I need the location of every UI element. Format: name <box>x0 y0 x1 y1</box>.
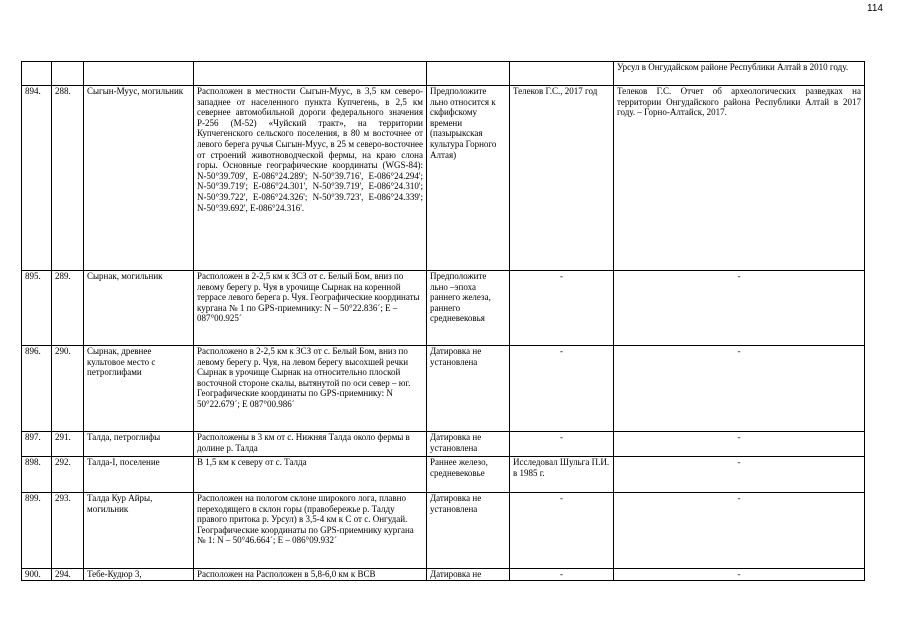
location-description: Расположен в 2-2,5 км к ЗСЗ от с. Белый Бом, вниз по левому берегу р. Чуя в урочище Сырнак на коренной террасе левого берега р. Чуя. Географические координаты кургана № 1 по GPS-приемнику: N – 50°22.836´; E – 087°00.925´ <box>194 271 427 346</box>
monument-name: Талда Кур Айры, могильник <box>84 493 194 569</box>
dating: Датировка не установлена <box>427 346 510 432</box>
row-number: 896. <box>22 346 52 432</box>
source-cell: - <box>614 271 865 346</box>
table-row <box>22 86 865 271</box>
source-cell: - <box>614 346 865 432</box>
source-cell: Урсул в Онгудайском районе Республики Алтай в 2010 году. <box>614 62 865 86</box>
monument-name: Тебе-Кудюр 3, <box>84 569 194 581</box>
source-cell: - <box>614 569 865 581</box>
researcher: Телеков Г.С., 2017 год <box>510 86 614 271</box>
monuments-table <box>21 61 865 581</box>
table-row <box>22 271 865 346</box>
researcher: - <box>510 346 614 432</box>
researcher: - <box>510 569 614 581</box>
row-number: 898. <box>22 457 52 493</box>
source-cell: - <box>614 432 865 457</box>
row-number: 894. <box>22 86 52 271</box>
researcher: Исследовал Шульга П.И. в 1985 г. <box>510 457 614 493</box>
table-row <box>22 493 865 569</box>
table-row <box>22 346 865 432</box>
location-description: Расположен на пологом склоне широкого лога, плавно переходящего в склон горы (правобережье р. Талду правого притока р. Урсул) в 3,5-4 км к С от с. Онгудай. Географические координаты по GPS-приемнику кургана № 1: N – 50°46.664´; E – 086°09.932´ <box>194 493 427 569</box>
page-number: 114 <box>867 3 883 14</box>
location-description: Расположен в местности Сыгын-Муус, в 3,5 км северо-западнее от населенного пункта Купчегень, в 2,5 км севернее автомобильной дороги федерального значения Р-256 (М-52) «Чуйский тракт», на территории Купчегенского сельского поселения, в 80 м восточнее от левого берега ручья Сыгын-Муус, в 25 м северо-восточнее от строений животноводческой фермы, на краю слона горы. Основные географические координаты (WGS-84): N-50°39.709', E-086°24.289'; N-50°39.716', E-086°24.294'; N-50°39.719'; E-086°24.301', N-50°39.719', E-086°24.310'; N-50°39.722', E-086°24.326'; N-50°39.723', E-086°24.339'; N-50°39.692', E-086°24.316'. <box>194 86 427 271</box>
source-cell: Телеков Г.С. Отчет об археологических разведках на территории Онгудайского района Республики Алтай в 2017 году. – Горно-Алтайск, 2017. <box>614 86 865 271</box>
location-description: Расположен на Расположен в 5,8-6,0 км к ВСВ <box>194 569 427 581</box>
row-subnumber: 288. <box>52 86 84 271</box>
researcher: - <box>510 432 614 457</box>
location-description: Расположено в 2-2,5 км к ЗСЗ от с. Белый Бом, вниз по левому берегу р. Чуя, на левом берегу высохшей речки Сырнак в урочище Сырнак на относительно плоской восточной стороне скалы, вытянутой по оси север – юг. Географические координаты по GPS-приемнику: N 50°22.679´; E 087°00.986´ <box>194 346 427 432</box>
row-number: 899. <box>22 493 52 569</box>
dating: Предположите льно –эпоха раннего железа, раннего средневековья <box>427 271 510 346</box>
table-row <box>22 432 865 457</box>
researcher: - <box>510 493 614 569</box>
dating: Датировка не установлена <box>427 493 510 569</box>
table-row <box>22 569 865 581</box>
dating: Раннее железо, средневековье <box>427 457 510 493</box>
row-number: 900. <box>22 569 52 581</box>
monument-name: Талда, петроглифы <box>84 432 194 457</box>
monument-name: Сырнак, древнее культовое место с петроглифами <box>84 346 194 432</box>
row-number: 895. <box>22 271 52 346</box>
location-description: Расположены в 3 км от с. Нижняя Талда около фермы в долине р. Талда <box>194 432 427 457</box>
dating: Предположите льно относится к скфифскому времени (пазырыкская культура Горного Алтая) <box>427 86 510 271</box>
row-number: 897. <box>22 432 52 457</box>
source-cell: - <box>614 457 865 493</box>
row-subnumber: 294. <box>52 569 84 581</box>
location-description: В 1,5 км к северу от с. Талда <box>194 457 427 493</box>
row-subnumber: 291. <box>52 432 84 457</box>
monument-name: Талда-I, поселение <box>84 457 194 493</box>
researcher: - <box>510 271 614 346</box>
dating: Датировка не установлена <box>427 432 510 457</box>
source-cell: - <box>614 493 865 569</box>
row-subnumber: 292. <box>52 457 84 493</box>
monument-name: Сырнак, могильник <box>84 271 194 346</box>
row-subnumber: 290. <box>52 346 84 432</box>
row-subnumber: 289. <box>52 271 84 346</box>
table-row <box>22 457 865 493</box>
monument-name: Сыгын-Муус, могильник <box>84 86 194 271</box>
dating: Датировка не <box>427 569 510 581</box>
table-row <box>22 62 865 86</box>
row-subnumber: 293. <box>52 493 84 569</box>
